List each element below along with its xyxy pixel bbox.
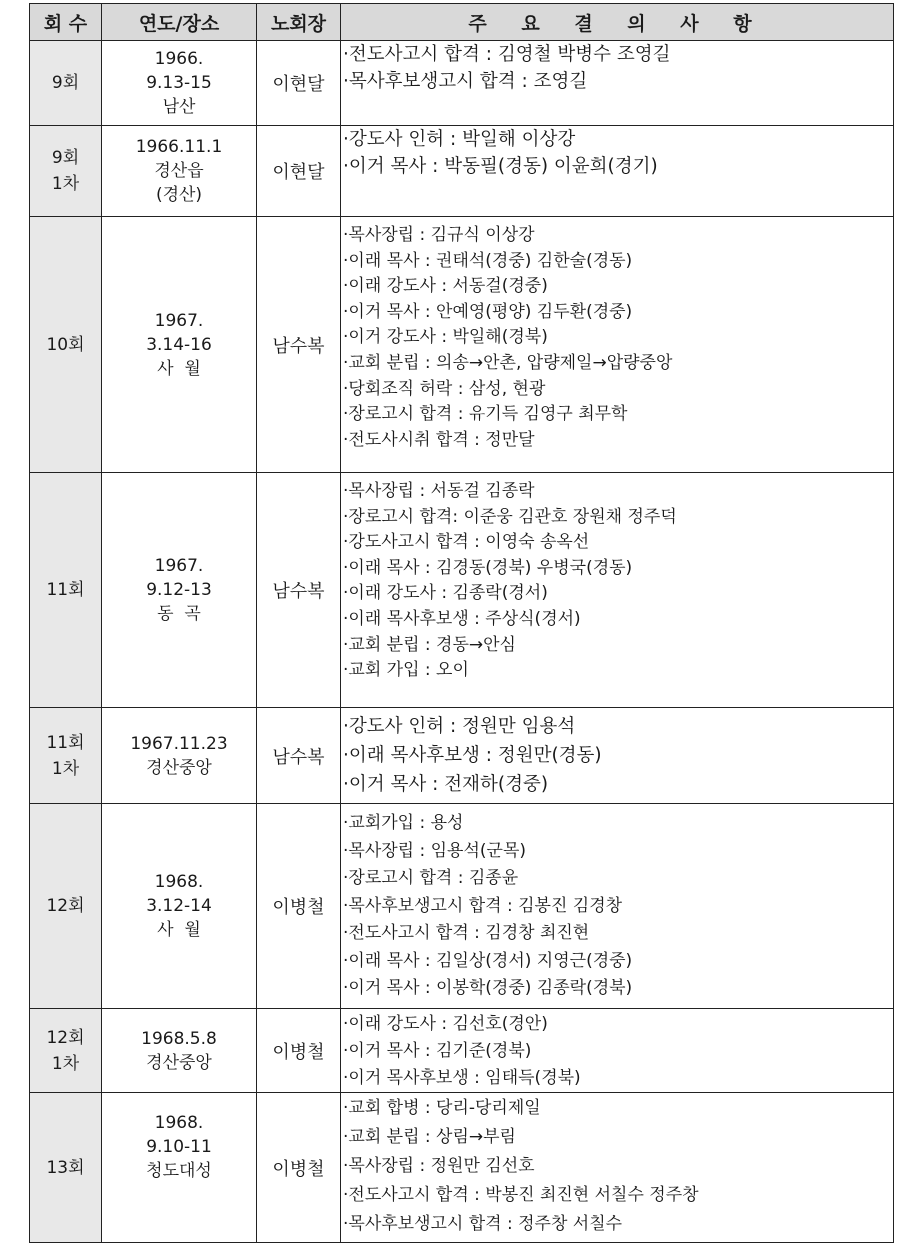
- date-line: 3.12-14: [146, 896, 212, 916]
- table-row: [30, 804, 894, 1009]
- session-line: 1차: [51, 1053, 80, 1074]
- decision-item: ·교회 분립 : 의송→안촌, 압량제일→압량중앙: [343, 352, 673, 373]
- decision-item: ·장로고시 합격: 이준웅 김관호 장원채 정주덕: [343, 506, 677, 527]
- place-line: 사 월: [157, 358, 201, 379]
- decisions-cell: [341, 217, 894, 473]
- decision-item: ·교회 분립 : 경동→안심: [343, 634, 516, 655]
- decision-item: ·목사후보생고시 합격 : 김봉진 김경창: [343, 895, 623, 916]
- session-line: 12회: [46, 1027, 85, 1048]
- decision-item: ·장로고시 합격 : 김종윤: [343, 868, 519, 888]
- session-line: 13회: [46, 1157, 85, 1178]
- session-cell: [30, 708, 102, 804]
- date-place-cell: [102, 1093, 257, 1243]
- place-line: (경산): [155, 185, 203, 205]
- decision-item: ·목사후보생고시 합격 : 정주창 서칠수: [343, 1214, 623, 1234]
- decision-item: ·교회 가입 : 오이: [343, 660, 469, 681]
- decision-item: ·이래 목사후보생 : 정원만(경동): [343, 745, 602, 766]
- place-line: 사 월: [157, 920, 201, 940]
- decision-item: ·교회 합병 : 당리-당리제일: [343, 1098, 541, 1118]
- decision-item: ·이거 목사 : 박동필(경동) 이윤희(경기): [343, 156, 658, 177]
- table-row: [30, 1009, 894, 1093]
- decision-item: ·교회 분립 : 상림→부림: [343, 1127, 516, 1147]
- decision-item: ·이래 강도사 : 김선호(경안): [343, 1014, 548, 1034]
- session-line: 1차: [51, 758, 80, 779]
- session-cell: [30, 126, 102, 217]
- decision-item: ·이래 목사후보생 : 주상식(경서): [343, 608, 581, 629]
- session-cell: [30, 217, 102, 473]
- decision-item: ·이래 강도사 : 서동걸(경중): [343, 276, 548, 297]
- date-line: 9.12-13: [146, 580, 212, 600]
- date-place-cell: [102, 473, 257, 708]
- date-line: 1967.11.23: [130, 733, 228, 754]
- session-cell: [30, 473, 102, 708]
- session-line: 11회: [46, 580, 85, 600]
- table-row: [30, 473, 894, 708]
- session-line: 9회: [51, 148, 80, 168]
- decisions-cell: [341, 804, 894, 1009]
- decision-item: ·전도사고시 합격 : 박봉진 최진현 서칠수 정주창: [343, 1185, 699, 1205]
- decision-item: ·이거 목사 : 이봉학(경중) 김종락(경북): [343, 978, 633, 998]
- decision-item: ·이래 목사 : 권태석(경중) 김한술(경동): [343, 250, 633, 271]
- decision-item: ·강도사 인허 : 정원만 임용석: [343, 716, 576, 737]
- header-decisions: 주 요 결 의 사 항: [341, 4, 894, 41]
- date-place-cell: [102, 708, 257, 804]
- date-place-cell: [102, 217, 257, 473]
- date-line: 9.13-15: [146, 73, 212, 93]
- place-line: 청도대성: [146, 1161, 212, 1181]
- date-line: 1966.11.1: [135, 137, 223, 157]
- header-date-place: 연도/장소: [102, 4, 257, 41]
- decision-item: ·이거 목사 : 안예영(평양) 김두환(경중): [343, 301, 633, 322]
- session-cell: [30, 1093, 102, 1243]
- date-line: 1968.5.8: [141, 1028, 217, 1049]
- table-row: [30, 1093, 894, 1243]
- place-line: 경산중앙: [146, 1052, 212, 1073]
- chair-cell: 남수복: [257, 217, 341, 473]
- date-line: 1968.: [154, 1113, 204, 1133]
- date-line: 1966.: [154, 49, 204, 69]
- chair-cell: 이현달: [257, 41, 341, 126]
- place-line: 경산중앙: [146, 757, 212, 778]
- table-row: [30, 126, 894, 217]
- session-cell: [30, 804, 102, 1009]
- decision-item: ·장로고시 합격 : 유기득 김영구 최무학: [343, 404, 628, 425]
- session-line: 12회: [46, 896, 85, 916]
- decision-item: ·목사장립 : 서동걸 김종락: [343, 481, 535, 501]
- decision-item: ·강도사고시 합격 : 이영숙 송옥선: [343, 532, 590, 553]
- session-line: 1차: [51, 174, 80, 194]
- decision-item: ·당회조직 허락 : 삼성, 현광: [343, 378, 546, 399]
- assembly-minutes-table: [29, 3, 894, 1243]
- decision-item: ·목사장립 : 정원만 김선호: [343, 1156, 535, 1176]
- date-place-cell: [102, 804, 257, 1009]
- place-line: 동 곡: [157, 604, 201, 624]
- chair-cell: 이병철: [257, 1009, 341, 1093]
- header-row: [30, 4, 894, 41]
- header-session: 회 수: [30, 4, 102, 41]
- decision-item: ·이래 강도사 : 김종락(경서): [343, 583, 548, 604]
- date-place-cell: [102, 41, 257, 126]
- decisions-cell: [341, 1009, 894, 1093]
- decision-item: ·교회가입 : 용성: [343, 813, 464, 833]
- table-row: [30, 217, 894, 473]
- table-row: [30, 41, 894, 126]
- date-line: 1968.: [154, 872, 204, 892]
- place-line: 경산읍: [154, 161, 204, 181]
- chair-cell: 남수복: [257, 708, 341, 804]
- decision-item: ·이거 목사 : 전재하(경중): [343, 774, 549, 795]
- session-line: 10회: [46, 334, 85, 355]
- session-line: 9회: [51, 73, 80, 93]
- session-cell: [30, 41, 102, 126]
- decisions-cell: [341, 41, 894, 126]
- date-line: 3.14-16: [146, 334, 212, 355]
- chair-cell: 남수복: [257, 473, 341, 708]
- session-line: 11회: [46, 732, 85, 753]
- decisions-cell: [341, 473, 894, 708]
- decision-item: ·이거 목사 : 김기준(경북): [343, 1041, 532, 1061]
- decision-item: ·목사장립 : 임용석(군목): [343, 840, 527, 861]
- decisions-cell: [341, 1093, 894, 1243]
- place-line: 남산: [162, 97, 196, 117]
- date-place-cell: [102, 1009, 257, 1093]
- decisions-cell: [341, 708, 894, 804]
- decisions-cell: [341, 126, 894, 217]
- decision-item: ·전도사고시 합격 : 김영철 박병수 조영길: [343, 44, 671, 65]
- decision-item: ·이거 목사후보생 : 임태득(경북): [343, 1068, 581, 1088]
- date-line: 1967.: [154, 556, 204, 576]
- decision-item: ·목사장립 : 김규식 이상강: [343, 225, 535, 245]
- decision-item: ·이래 목사 : 김일상(경서) 지영근(경중): [343, 950, 633, 971]
- table-row: [30, 708, 894, 804]
- chair-cell: 이병철: [257, 804, 341, 1009]
- decision-item: ·이래 목사 : 김경동(경북) 우병국(경동): [343, 557, 633, 578]
- decision-item: ·전도사시취 합격 : 정만달: [343, 429, 535, 450]
- date-line: 1967.: [154, 310, 204, 331]
- date-place-cell: [102, 126, 257, 217]
- decision-item: ·목사후보생고시 합격 : 조영길: [343, 71, 588, 92]
- header-chair: 노회장: [257, 4, 341, 41]
- decision-item: ·전도사고시 합격 : 김경창 최진현: [343, 923, 590, 943]
- decision-item: ·이거 강도사 : 박일해(경북): [343, 327, 548, 348]
- chair-cell: 이현달: [257, 126, 341, 217]
- chair-cell: 이병철: [257, 1093, 341, 1243]
- date-line: 9.10-11: [146, 1137, 212, 1157]
- session-cell: [30, 1009, 102, 1093]
- decision-item: ·강도사 인허 : 박일해 이상강: [343, 129, 576, 150]
